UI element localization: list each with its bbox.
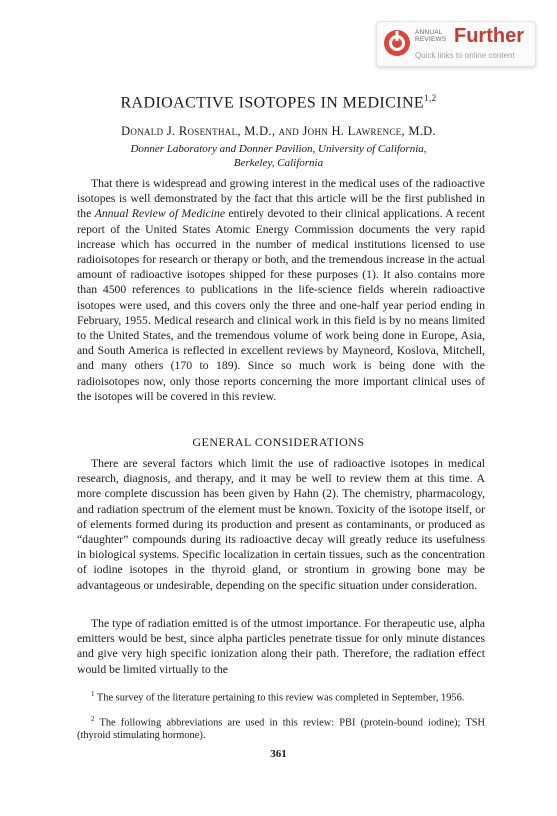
authors: Donald J. Rosenthal, M.D., and John H. Lawrence, M.D.	[121, 124, 436, 138]
article-title-text: RADIOACTIVE ISOTOPES IN MEDICINE	[120, 94, 425, 112]
title-footnote-marks: 1,2	[424, 93, 437, 103]
badge-further-label: Further	[454, 25, 524, 47]
footnote-1-mark: 1	[91, 690, 95, 698]
general-paragraph-1	[77, 456, 485, 593]
annual-reviews-logo-icon	[383, 29, 411, 57]
page-number: 361	[270, 748, 287, 760]
intro-text-b: entirely devoted to their clinical applications. A recent report of the United States Atomic Energy Commission documents the very rapid increase which has occurred in the number of medical institutions licensed to use radioisotopes for research or therapy or both, and the tremendous increase in the actual amount of radioactive isotopes shipped for these purposes (1). It also contains more than 4500 references to publications in the life-science fields wherein radioactive isotopes were used, and this covers only the three and one-half year period ending in February, 1955. Medical research and clinical work in this field is by no means limited to the United States, and the tremendous volume of work being done in Europe, Asia, and South America is reflected in excellent reviews by Mayneord, Koslova, Mitchell, and many others (170 to 189). Since so much work is being done with the radioisotopes now, only those reports concerning the more important clinical uses of the isotopes will be covered in this review.	[77, 207, 486, 403]
badge-subtitle: Quick links to online content	[415, 51, 515, 60]
intro-text-a: That there is widespread and growing interest in the medical uses of the radioactive isotopes is well demonstrated by the fact that this article will be the first published in the	[77, 177, 485, 221]
article-title	[0, 93, 557, 112]
badge-brand-top: ANNUAL	[415, 29, 443, 36]
intro-section	[77, 176, 485, 404]
affiliation	[0, 142, 557, 170]
footnote-1-text: The survey of the literature pertaining to this review was completed in September, 1956.	[96, 692, 465, 704]
intro-paragraph	[77, 176, 485, 404]
section-heading-general: GENERAL CONSIDERATIONS	[192, 435, 365, 449]
affiliation-line-2: Berkeley, California	[233, 157, 324, 169]
journal-name: Annual Review of Medicine	[94, 207, 226, 221]
footnote-1	[77, 688, 485, 704]
further-badge[interactable]	[376, 21, 536, 67]
badge-brand-bottom: REVIEWS	[415, 36, 447, 43]
general-paragraph-2-text: The type of radiation emitted is of the utmost importance. For therapeutic use, alpha emitters would be best, since alpha particles penetrate tissue for only minute distances and give very high specific ionization along their path. Therefore, the radiation effect would be limited virtually to the	[77, 617, 485, 676]
footnote-2	[77, 713, 485, 742]
affiliation-line-1: Donner Laboratory and Donner Pavilion, University of California,	[130, 143, 427, 155]
badge-brand	[415, 29, 446, 43]
general-paragraph-2	[77, 616, 485, 677]
general-paragraph-1-text: There are several factors which limit the use of radioactive isotopes in medical research, diagnosis, and therapy, and it may be well to review them at this time. A more complete discussion has been given by Hahn (2). The chemistry, pharmacology, and radiation spectrum of the element must be known. Toxicity of the isotope itself, or of elements formed during its production and present as contaminants, or produced as “daughter” compounds during its radioactive decay will greatly reduce its usefulness in biological systems. Specific localization in certain tissues, such as the concentration of iodine isotopes in the thyroid gland, or strontium in growing bone may be advantageous or undesirable, depending on the specific situation under consideration.	[77, 457, 485, 592]
footnote-2-mark: 2	[91, 715, 95, 723]
footnote-2-text: The following abbreviations are used in this review: PBI (protein-bound iodine); TSH (thyroid stimulating hormone).	[77, 717, 485, 742]
